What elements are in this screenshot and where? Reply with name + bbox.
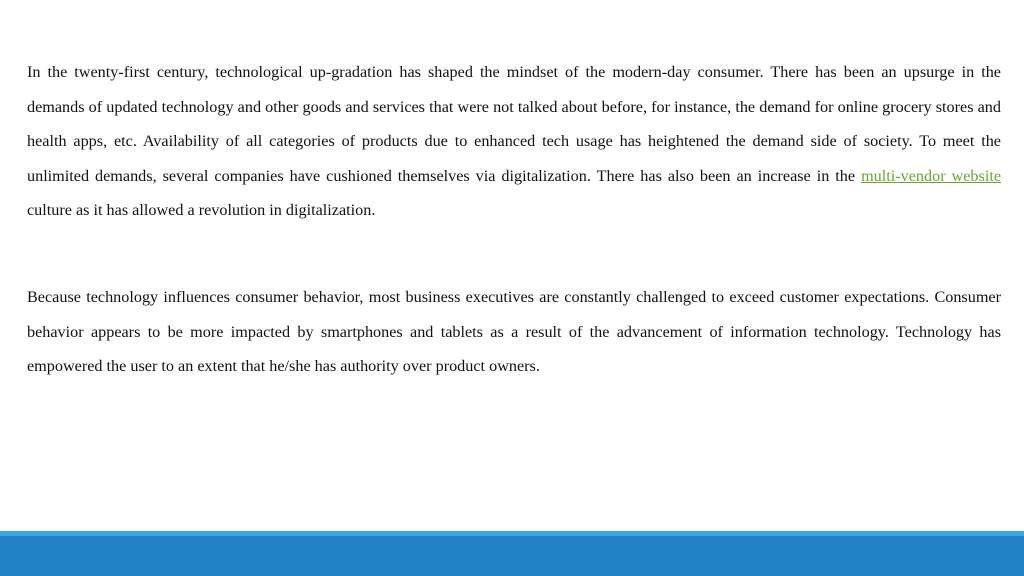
footer-bar [0,536,1024,576]
slide-body [27,55,1001,384]
paragraph-1-text-end: culture as it has allowed a revolution in digitalization. [27,201,376,220]
multi-vendor-website-link[interactable]: multi-vendor website [861,166,1002,185]
paragraph-1-text-start: In the twenty-first century, technological up-gradation has shaped the mindset of the modern-day consumer. There has been an upsurge in the demands of updated technology and other goods and services that were not talked about before, for instance, the demand for online grocery stores and health apps, etc. Availability of all categories of products due to enhanced tech usage has heightened the demand side of society. To meet the unlimited demands, several companies have cushioned themselves via digitalization. There has also been an increase in the [27,63,1001,185]
paragraph-1 [27,55,1001,228]
paragraph-2: Because technology influences consumer behavior, most business executives are constantly challenged to exceed customer expectations. Consumer behavior appears to be more impacted by smartphones and tablets as a result of the advancement of information technology. Technology has empowered the user to an extent that he/she has authority over product owners. [27,287,1001,376]
